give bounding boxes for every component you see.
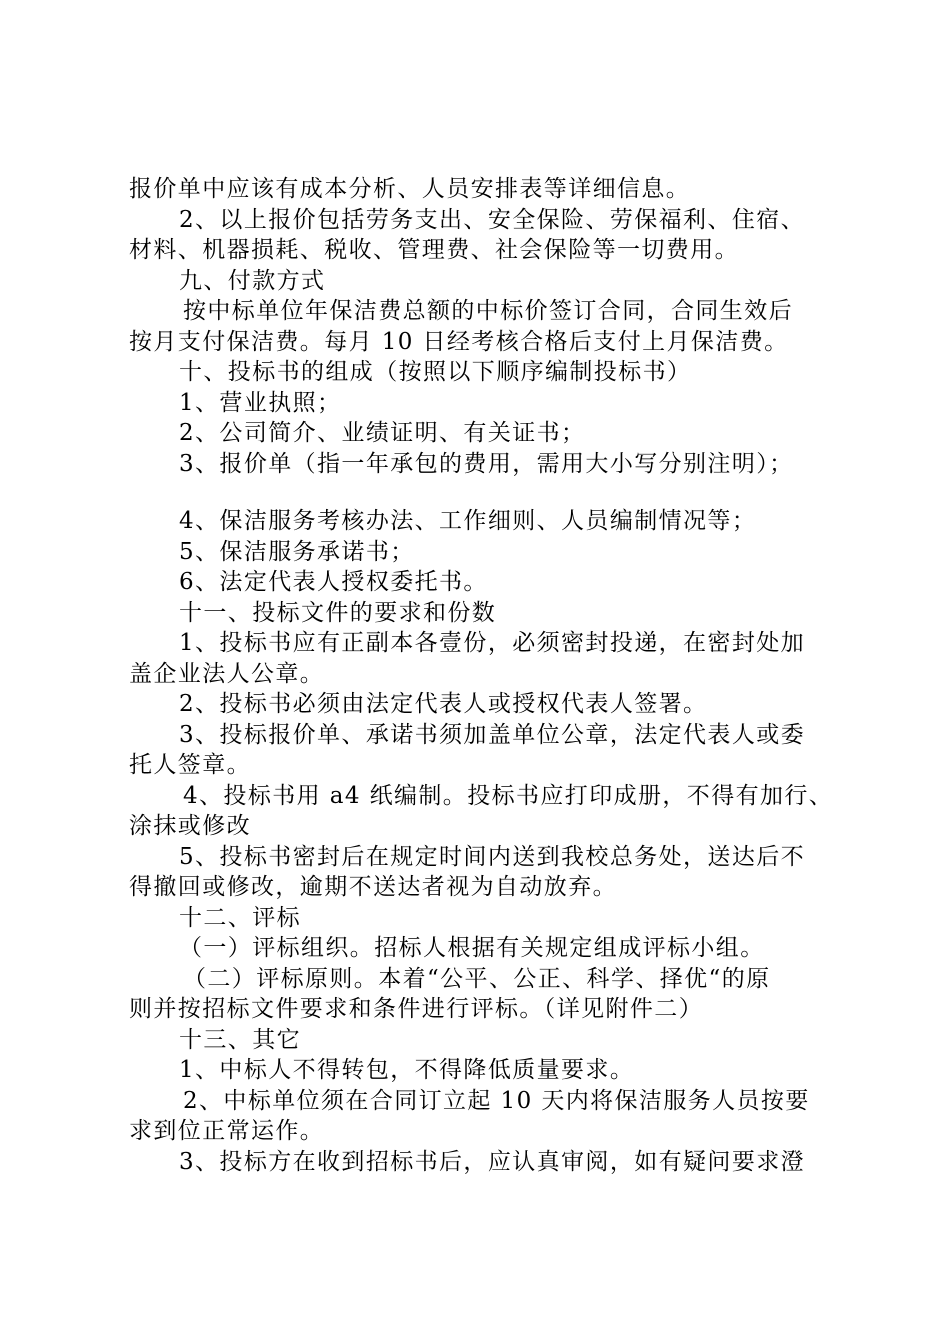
text-line: 3、投标报价单、承诺书须加盖单位公章，法定代表人或委 — [179, 721, 806, 748]
text-line: 5、投标书密封后在规定时间内送到我校总务处，送达后不 — [179, 843, 806, 870]
text-line: 盖企业法人公章。 — [129, 660, 325, 687]
text-line: 1、投标书应有正副本各壹份，必须密封投递，在密封处加 — [179, 630, 806, 656]
text-line: 十、投标书的组成（按照以下顺序编制投标书） — [179, 359, 692, 385]
text-line: （一）评标组织。招标人根据有关规定组成评标小组。 — [179, 935, 765, 961]
text-line: 则并按招标文件要求和条件进行评标。（详见附件二） — [129, 996, 704, 1022]
text-line: 2、以上报价包括劳务支出、安全保险、劳保福利、住宿、 — [179, 206, 806, 233]
blank-line — [129, 479, 829, 506]
text-line: 3、投标方在收到招标书后，应认真审阅，如有疑问要求澄 — [179, 1148, 806, 1175]
text-line: 2、公司简介、业绩证明、有关证书； — [179, 420, 586, 446]
text-line: 十一、投标文件的要求和份数 — [179, 599, 497, 626]
text-line: 5、保洁服务承诺书； — [179, 538, 415, 565]
document-body — [129, 174, 834, 1177]
text-line: 按中标单位年保洁费总额的中标价签订合同，合同生效后 — [183, 298, 793, 324]
text-line: 十二、评标 — [179, 904, 301, 931]
text-line: （二）评标原则。本着“公平、公正、科学、择优“的原 — [183, 965, 771, 992]
text-line: 得撤回或修改，逾期不送达者视为自动放弃。 — [129, 874, 617, 900]
text-line: 按月支付保洁费。每月 10 日经考核合格后支付上月保洁费。 — [129, 328, 789, 355]
text-line: 2、中标单位须在合同订立起 10 天内将保洁服务人员按要 — [183, 1087, 810, 1114]
text-line: 1、营业执照； — [179, 389, 342, 416]
text-line: 十三、其它 — [179, 1026, 301, 1053]
text-line: 2、投标书必须由法定代表人或授权代表人签署。 — [179, 691, 708, 717]
text-line: 1、中标人不得转包，不得降低质量要求。 — [179, 1057, 635, 1083]
text-line: 九、付款方式 — [179, 267, 326, 294]
text-line: 4、投标书用 a4 纸编制。投标书应打印成册，不得有加行、 — [183, 782, 834, 809]
text-line: 材料、机器损耗、税收、管理费、社会保险等一切费用。 — [129, 237, 739, 263]
text-line: 4、保洁服务考核办法、工作细则、人员编制情况等； — [179, 508, 757, 534]
text-line: 求到位正常运作。 — [129, 1118, 325, 1144]
text-line: 托人签章。 — [129, 752, 251, 778]
text-line: 涂抹或修改 — [129, 813, 251, 839]
text-line: 6、法定代表人授权委托书。 — [179, 569, 488, 595]
text-line: 3、报价单（指一年承包的费用，需用大小写分别注明）； — [179, 450, 794, 477]
text-line: 报价单中应该有成本分析、人员安排表等详细信息。 — [129, 176, 691, 202]
